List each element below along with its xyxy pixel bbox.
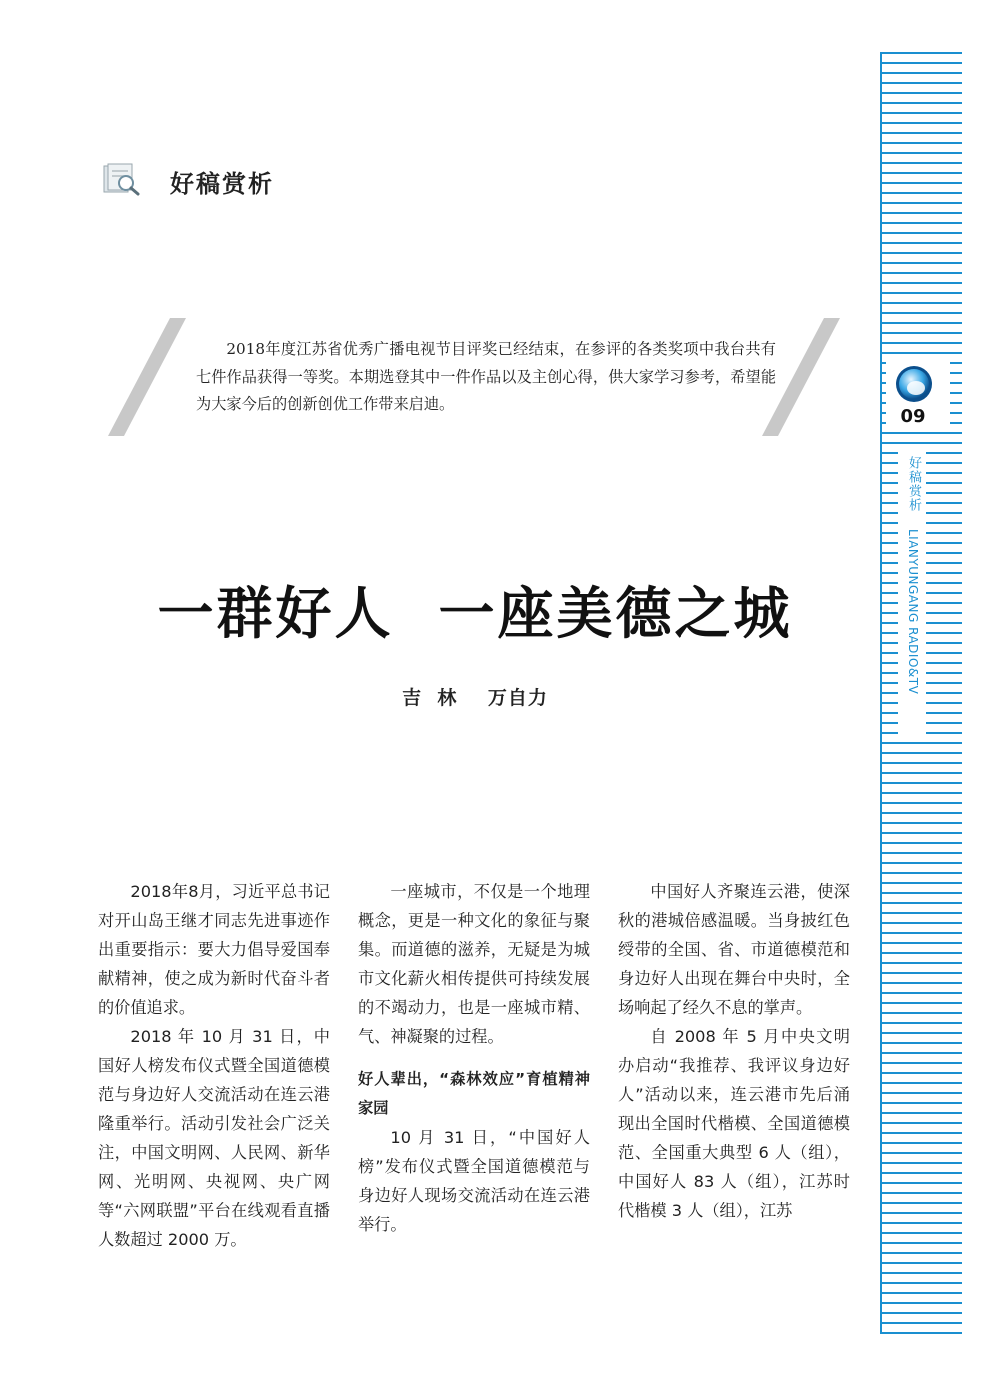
page-number: 09 (900, 406, 926, 427)
paragraph: 2018 年 10 月 31 日，中国好人榜发布仪式暨全国道德模范与身边好人交流活动在连云港隆重举行。活动引发社会广泛关注，中国文明网、人民网、新华网、光明网、央视网、央广网等“六网联盟”平台在线观看直播人数超过 2000 万。 (98, 1027, 330, 1249)
paragraph: 10 月 31 日，“中国好人榜”发布仪式暨全国道德模范与身边好人现场交流活动在连云港举行。 (358, 1128, 590, 1234)
station-logo-icon (894, 364, 934, 408)
body-column-2 (358, 877, 590, 1239)
side-stripe-edge (880, 52, 882, 1334)
intro-paragraph: 2018年度江苏省优秀广播电视节目评奖已经结束，在参评的各类奖项中我台共有七件作品获得一等奖。本期选登其中一件作品以及主创心得，供大家学习参考，希望能为大家今后的创新创优工作带来启迪。 (196, 340, 776, 413)
magnifier-document-icon (102, 162, 142, 196)
decorative-slash-left (108, 318, 188, 442)
paragraph: 中国好人齐聚连云港，使深秋的港城倍感温暖。当身披红色绶带的全国、省、市道德模范和身边好人出现在舞台中央时，全场响起了经久不息的掌声。 (618, 882, 850, 1017)
body-column-1 (98, 877, 330, 1254)
article-byline: 吉 林 万自力 (402, 687, 548, 709)
side-label-cn: 好稿赏析 (906, 456, 921, 512)
section-title: 好稿赏析 (170, 170, 274, 198)
body-column-3 (618, 877, 850, 1225)
paragraph: 一座城市，不仅是一个地理概念，更是一种文化的象征与聚集。而道德的滋养，无疑是为城市文化薪火相传提供可持续发展的不竭动力，也是一座城市精、气、神凝聚的过程。 (358, 882, 590, 1046)
paragraph: 自 2008 年 5 月中央文明办启动“我推荐、我评议身边好人”活动以来，连云港市先后涌现出全国时代楷模、全国道德模范、全国重大典型 6 人（组），中国好人 83 人（组），江苏时代楷模 3 人（组），江苏 (618, 1027, 850, 1220)
subheading: 好人辈出，“森林效应”育植精神家园 (358, 1070, 590, 1117)
side-label-en: LIANYUNGANG RADIO&TV (906, 529, 920, 695)
side-section-label (904, 456, 923, 694)
paragraph: 2018年8月，习近平总书记对开山岛王继才同志先进事迹作出重要指示：要大力倡导爱国奉献精神，使之成为新时代奋斗者的价值追求。 (98, 882, 330, 1017)
article-title: 一群好人 一座美德之城 (157, 582, 793, 647)
